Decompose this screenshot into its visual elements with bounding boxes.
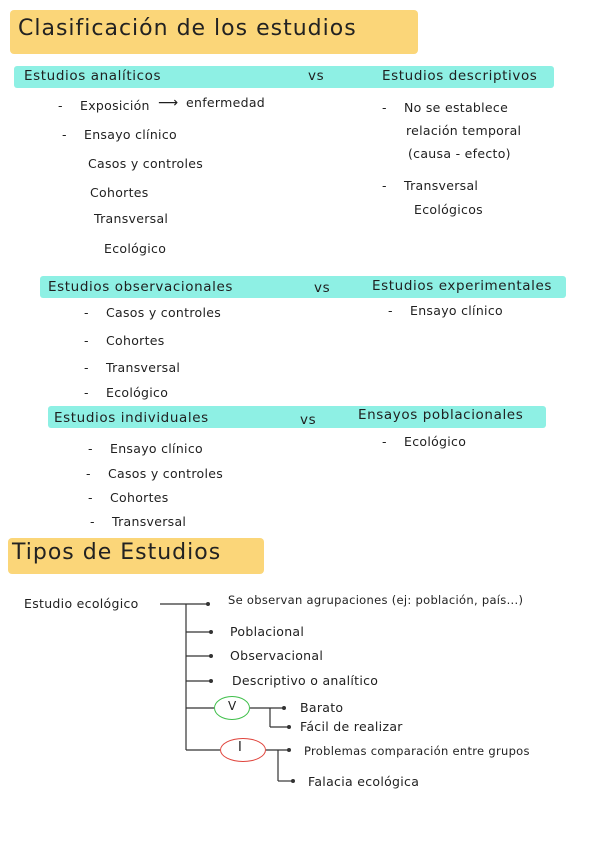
obs-cohortes: - Cohortes <box>106 333 165 348</box>
vs-label-3: vs <box>300 412 317 428</box>
ind-transversal: - Transversal <box>112 514 186 529</box>
adv-barato: Barato <box>300 700 344 715</box>
desc-line-3: (causa - efecto) <box>408 146 511 161</box>
sub-ecologico: Ecológico <box>104 241 167 256</box>
header-experimentales: Estudios experimentales <box>372 278 553 294</box>
disadvantages-circle <box>220 738 266 762</box>
obs-ecologico: - Ecológico <box>106 385 168 400</box>
branch-observacional: Observacional <box>230 648 324 663</box>
header-analiticos: Estudios analíticos <box>24 68 162 84</box>
sub-casos-controles: Casos y controles <box>88 156 204 171</box>
desc-transversal: - Transversal <box>404 178 478 193</box>
item-enfermedad: enfermedad <box>186 95 266 110</box>
page-title: Clasificación de los estudios <box>18 16 357 41</box>
vs-label-2: vs <box>314 280 331 296</box>
obs-casos-controles: - Casos y controles <box>106 305 221 320</box>
header-observacionales: Estudios observacionales <box>48 279 234 295</box>
pob-ecologico: - Ecológico <box>404 434 466 449</box>
vs-label-1: vs <box>308 68 325 84</box>
branch-agrupaciones: Se observan agrupaciones (ej: población, país...) <box>228 593 524 607</box>
item-exposicion: - Exposición <box>80 98 150 113</box>
dis-falacia: Falacia ecológica <box>308 774 420 789</box>
header-descriptivos: Estudios descriptivos <box>382 68 538 84</box>
section2-title: Tipos de Estudios <box>12 540 222 565</box>
sub-transversal: Transversal <box>94 211 169 226</box>
branch-descriptivo: Descriptivo o analítico <box>232 673 379 688</box>
header-poblacionales: Ensayos poblacionales <box>358 407 524 423</box>
dis-problemas: Problemas comparación entre grupos <box>304 744 530 758</box>
desc-line-1: - No se establece <box>404 100 508 115</box>
adv-facil: Fácil de realizar <box>300 719 403 734</box>
advantages-symbol: V <box>228 699 237 713</box>
arrow-icon: ⟶ <box>158 95 179 111</box>
desc-ecologicos: Ecológicos <box>414 202 483 217</box>
item-ensayo-clinico: - Ensayo clínico <box>84 127 177 142</box>
ind-ensayo-clinico: - Ensayo clínico <box>110 441 203 456</box>
disadvantages-symbol: I <box>238 740 242 755</box>
ind-casos-controles: - Casos y controles <box>108 466 223 481</box>
branch-poblacional: Poblacional <box>230 624 305 639</box>
header-individuales: Estudios individuales <box>54 410 209 426</box>
sub-cohortes: Cohortes <box>90 185 149 200</box>
exp-ensayo-clinico: - Ensayo clínico <box>410 303 503 318</box>
desc-line-2: relación temporal <box>406 123 522 138</box>
ind-cohortes: - Cohortes <box>110 490 169 505</box>
tree-root: Estudio ecológico <box>24 596 139 611</box>
obs-transversal: - Transversal <box>106 360 180 375</box>
